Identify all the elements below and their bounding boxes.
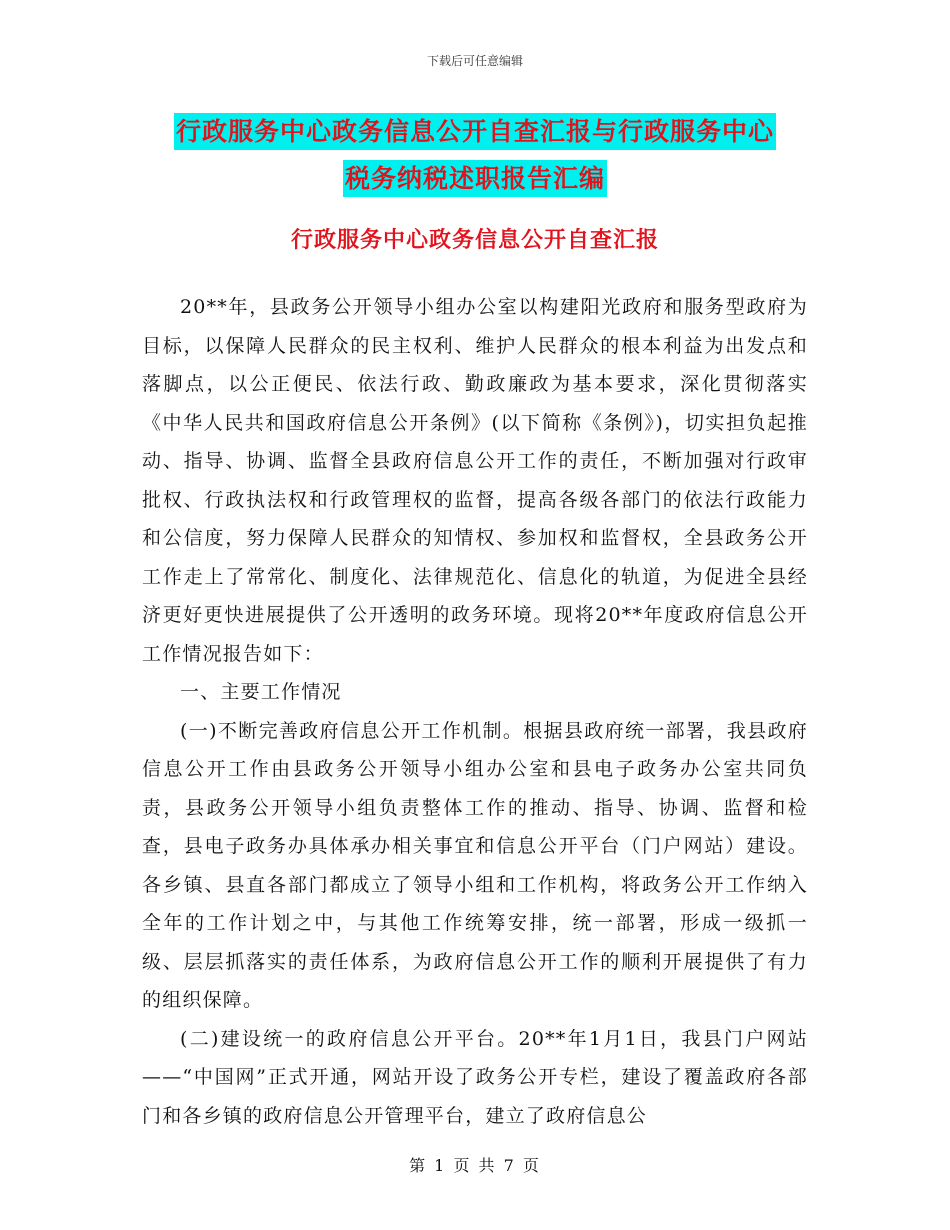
document-title-line-2 [140,159,810,195]
paragraph-heading-main-work: 一、主要工作情况 [180,681,342,703]
document-body [142,288,808,1135]
paragraph-platform: (二)建设统一的政府信息公开平台。20**年1月1日，我县门户网站——“中国网”正式开通，网站开设了政务公开专栏，建设了覆盖政府各部门和各乡镇的政府信息公开管理平台，建立了政府信息公 [142,1027,808,1127]
title-highlight-1: 行政服务中心政务信息公开自查汇报与行政服务中心 [174,113,776,150]
paragraph-intro: 20**年，县政务公开领导小组办公室以构建阳光政府和服务型政府为目标，以保障人民群众的民主权利、维护人民群众的根本利益为出发点和落脚点，以公正便民、依法行政、勤政廉政为基本要求，深化贯彻落实《中华人民共和国政府信息公开条例》(以下简称《条例》)，切实担负起推动、指导、协调、监督全县政府信息公开工作的责任，不断加强对行政审批权、行政执法权和行政管理权的监督，提高各级各部门的依法行政能力和公信度，努力保障人民群众的知情权、参加权和监督权，全县政务公开工作走上了常常化、制度化、法律规范化、信息化的轨道，为促进全县经济更好更快进展提供了公开透明的政务环境。现将20**年度政府信息公开工作情况报告如下： [142,296,808,665]
header-note: 下载后可任意编辑 [426,54,523,68]
page-number: 第 1 页 共 7 页 [409,1156,541,1175]
title-highlight-2: 税务纳税述职报告汇编 [343,160,607,197]
document-title-line-1 [140,112,810,148]
paragraph-mechanism: (一)不断完善政府信息公开工作机制。根据县政府统一部署，我县政府信息公开工作由县政务公开领导小组办公室和县电子政务办公室共同负责，县政务公开领导小组负责整体工作的推动、指导、协调、监督和检查，县电子政务办具体承办相关事宜和信息公开平台（门户网站）建设。各乡镇、县直各部门都成立了领导小组和工作机构，将政务公开工作纳入全年的工作计划之中，与其他工作统筹安排，统一部署，形成一级抓一级、层层抓落实的责任体系，为政府信息公开工作的顺利开展提供了有力的组织保障。 [142,719,808,1011]
section-title: 行政服务中心政务信息公开自查汇报 [290,228,659,253]
